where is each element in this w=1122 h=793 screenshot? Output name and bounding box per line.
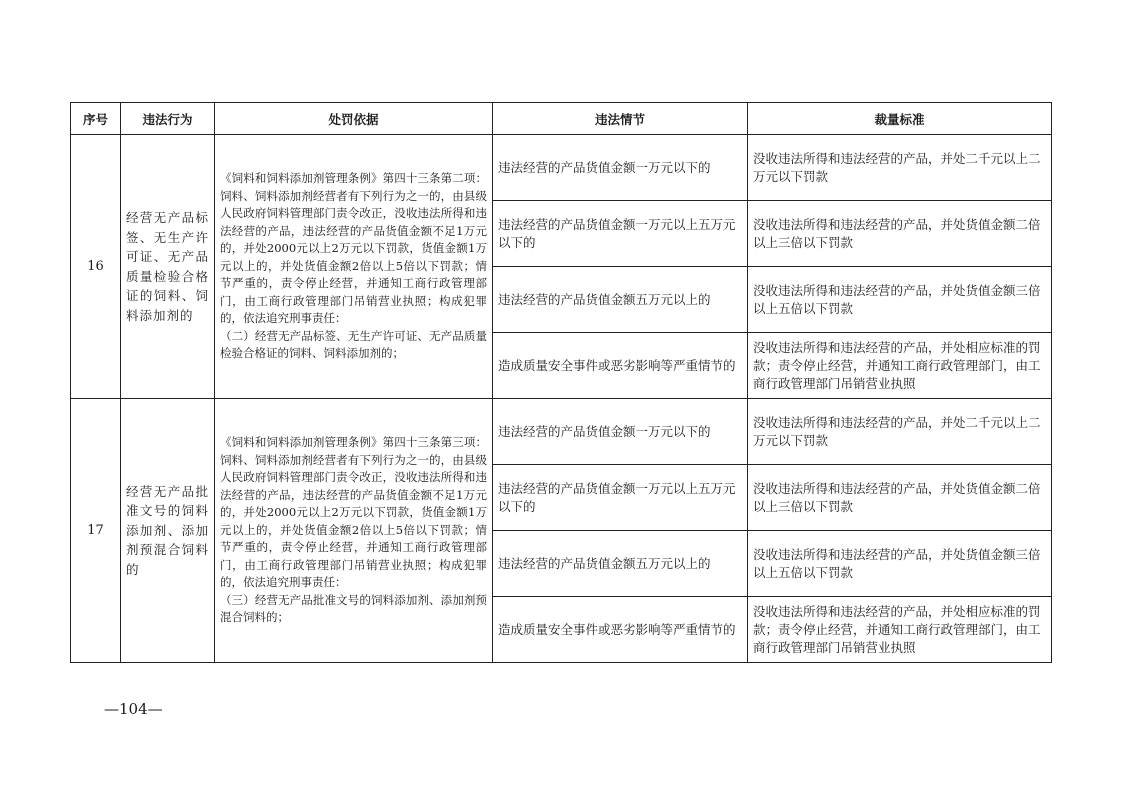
table-row: [71, 135, 1052, 201]
header-seq: 序号: [71, 103, 121, 135]
standard-cell: 没收违法所得和违法经营的产品，并处相应标准的罚款；责令停止经营，并通知工商行政管理部门，由工商行政管理部门吊销营业执照: [748, 597, 1052, 663]
standard-cell: 没收违法所得和违法经营的产品，并处二千元以上二万元以下罚款: [748, 399, 1052, 465]
circumstance-cell: 违法经营的产品货值金额一万元以上五万元以下的: [493, 201, 748, 267]
standard-cell: 没收违法所得和违法经营的产品，并处货值金额三倍以上五倍以下罚款: [748, 531, 1052, 597]
basis-text: 《饲料和饲料添加剂管理条例》第四十三条第二项：饲料、饲料添加剂经营者有下列行为之一的，由县级人民政府饲料管理部门责令改正，没收违法所得和违法经营的产品，违法经营的产品货值金额不足1万元的，并处2000元以上2万元以下罚款，货值金额1万元以上的，并处货值金额2倍以上5倍以下罚款；情节严重的，责令停止经营，并通知工商行政管理部门，由工商行政管理部门吊销营业执照；构成犯罪的，依法追究刑事责任：: [220, 171, 487, 326]
row-basis: [215, 399, 493, 663]
row-basis: [215, 135, 493, 399]
basis-text: 《饲料和饲料添加剂管理条例》第四十三条第三项：饲料、饲料添加剂经营者有下列行为之一的，由县级人民政府饲料管理部门责令改正，没收违法所得和违法经营的产品，违法经营的产品货值金额不足1万元的，并处2000元以上2万元以下罚款，货值金额1万元以上的，并处货值金额2倍以上5倍以下罚款；情节严重的，责令停止经营，并通知工商行政管理部门，由工商行政管理部门吊销营业执照；构成犯罪的，依法追究刑事责任：: [220, 435, 487, 590]
header-circumstance: 违法情节: [493, 103, 748, 135]
circumstance-cell: 违法经营的产品货值金额五万元以上的: [493, 531, 748, 597]
basis-item: （三）经营无产品批准文号的饲料添加剂、添加剂预混合饲料的；: [220, 592, 487, 625]
circumstance-cell: 违法经营的产品货值金额一万元以上五万元以下的: [493, 465, 748, 531]
circumstance-cell: 造成质量安全事件或恶劣影响等严重情节的: [493, 333, 748, 399]
basis-item: （二）经营无产品标签、无生产许可证、无产品质量检验合格证的饲料、饲料添加剂的；: [220, 328, 487, 361]
standard-cell: 没收违法所得和违法经营的产品，并处货值金额二倍以上三倍以下罚款: [748, 201, 1052, 267]
table-row: [71, 399, 1052, 465]
standard-cell: 没收违法所得和违法经营的产品，并处相应标准的罚款；责令停止经营，并通知工商行政管理部门，由工商行政管理部门吊销营业执照: [748, 333, 1052, 399]
header-act: 违法行为: [121, 103, 215, 135]
row-seq: 17: [71, 399, 121, 663]
page-number: —104—: [104, 700, 163, 718]
header-basis: 处罚依据: [215, 103, 493, 135]
standard-cell: 没收违法所得和违法经营的产品，并处货值金额三倍以上五倍以下罚款: [748, 267, 1052, 333]
discretion-standard-table: [70, 102, 1052, 663]
standard-cell: 没收违法所得和违法经营的产品，并处货值金额二倍以上三倍以下罚款: [748, 465, 1052, 531]
header-standard: 裁量标准: [748, 103, 1052, 135]
circumstance-cell: 违法经营的产品货值金额一万元以下的: [493, 135, 748, 201]
standard-cell: 没收违法所得和违法经营的产品，并处二千元以上二万元以下罚款: [748, 135, 1052, 201]
row-act: 经营无产品批准文号的饲料添加剂、添加剂预混合饲料的: [121, 399, 215, 663]
circumstance-cell: 违法经营的产品货值金额一万元以下的: [493, 399, 748, 465]
row-act: 经营无产品标签、无生产许可证、无产品质量检验合格证的饲料、饲料添加剂的: [121, 135, 215, 399]
header-row: [71, 103, 1052, 135]
row-seq: 16: [71, 135, 121, 399]
circumstance-cell: 违法经营的产品货值金额五万元以上的: [493, 267, 748, 333]
circumstance-cell: 造成质量安全事件或恶劣影响等严重情节的: [493, 597, 748, 663]
